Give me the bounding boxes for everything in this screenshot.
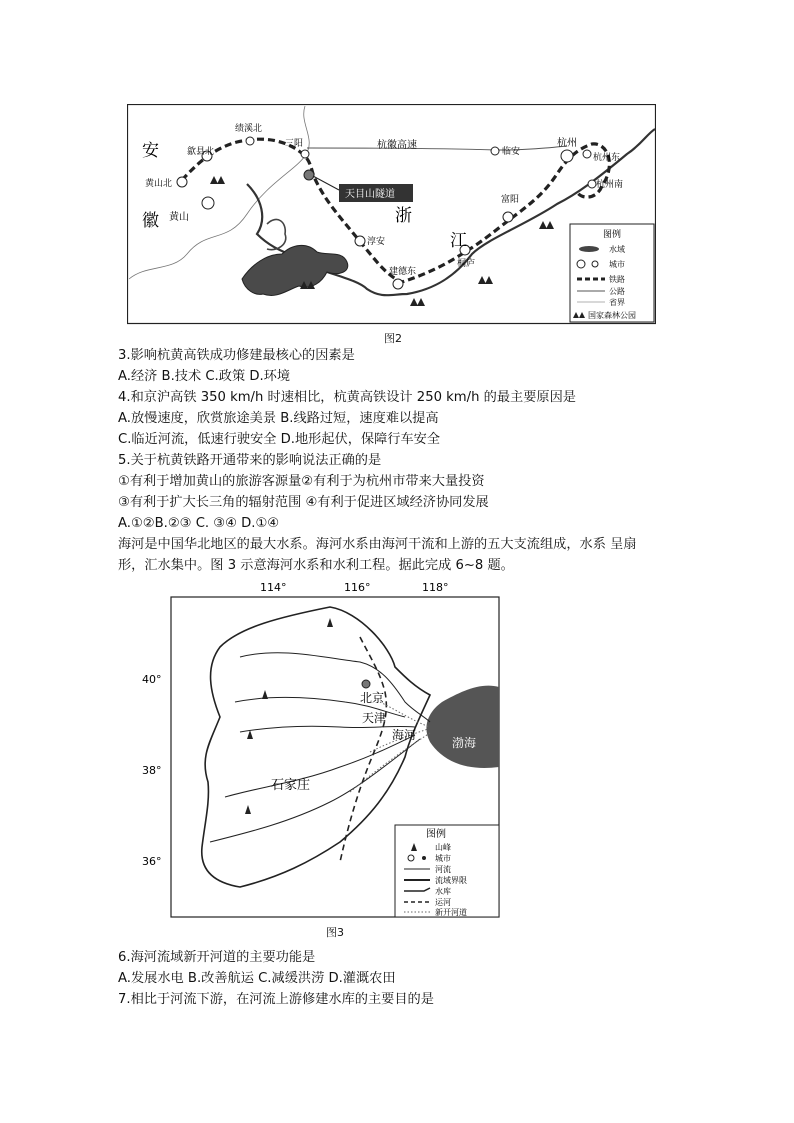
svg-text:公路: 公路	[609, 287, 625, 296]
figure-3-caption: 图3	[326, 926, 344, 939]
lat-tick-40: 40°	[142, 673, 162, 686]
question-5-statements-34: ③有利于扩大长三角的辐射范围 ④有利于促进区域经济协同发展	[118, 495, 489, 510]
fig2-label-hangzhoudong: 杭州东	[593, 153, 621, 163]
figure-2-caption: 图2	[384, 332, 402, 345]
fig3-label-shijiazhuang: 石家庄	[271, 778, 311, 793]
question-6-stem: 6.海河流域新开河道的主要功能是	[118, 950, 316, 965]
fig2-label-expressway: 杭徽高速	[377, 140, 417, 151]
svg-text:省界: 省界	[609, 298, 625, 307]
lat-tick-36: 36°	[142, 855, 162, 868]
lon-tick-114: 114°	[260, 581, 287, 594]
svg-text:图例: 图例	[426, 829, 446, 840]
svg-text:新开河道: 新开河道	[435, 908, 467, 917]
fig2-label-zhe: 浙	[395, 206, 412, 226]
question-5-options: A.①②B.②③ C. ③④ D.①④	[118, 516, 280, 531]
svg-text:流域界限: 流域界限	[435, 876, 467, 885]
fig2-label-hangzhounan: 杭州南	[596, 180, 624, 190]
svg-text:国家森林公园: 国家森林公园	[588, 311, 636, 320]
figure-3-map	[130, 577, 510, 922]
question-5-stem: 5.关于杭黄铁路开通带来的影响说法正确的是	[118, 453, 382, 468]
fig2-label-tunnel: 天目山隧道	[345, 189, 395, 200]
svg-text:图例: 图例	[603, 230, 622, 240]
lat-tick-38: 38°	[142, 764, 162, 777]
fig2-label-tonglu: 桐庐	[457, 259, 476, 269]
svg-text:城市: 城市	[609, 260, 625, 269]
fig2-label-an: 安	[142, 141, 159, 161]
question-3-stem: 3.影响杭黄高铁成功修建最核心的因素是	[118, 348, 355, 363]
fig3-label-tianjin: 天津	[362, 711, 387, 725]
lon-tick-116: 116°	[344, 581, 371, 594]
question-5-statements-12: ①有利于增加黄山的旅游客源量②有利于为杭州市带来大量投资	[118, 474, 485, 489]
svg-text:河流: 河流	[435, 865, 451, 874]
fig2-label-jixi: 绩溪北	[235, 124, 263, 134]
fig2-label-huangshanbei: 黄山北	[145, 179, 173, 189]
svg-text:铁路: 铁路	[609, 275, 625, 284]
question-4-stem: 4.和京沪高铁 350 km/h 时速相比，杭黄高铁设计 250 km/h 的最主要原因是	[118, 390, 576, 405]
svg-text:水库: 水库	[435, 887, 451, 896]
fig3-legend	[395, 825, 499, 917]
question-3-options: A.经济 B.技术 C.政策 D.环境	[118, 369, 291, 384]
lon-tick-118: 118°	[422, 581, 449, 594]
fig3-label-bohai: 渤海	[452, 736, 477, 750]
question-4-options-ab: A.放慢速度，欣赏旅途美景 B.线路过短，速度难以提高	[118, 411, 439, 426]
fig2-label-hangzhou: 杭州	[557, 138, 577, 149]
svg-text:运河: 运河	[435, 898, 451, 907]
fig3-label-beijing: 北京	[360, 691, 385, 705]
svg-text:水域: 水域	[609, 245, 625, 254]
question-6-options: A.发展水电 B.改善航运 C.减缓洪涝 D.灌溉农田	[118, 971, 396, 986]
fig2-label-hui: 徽	[142, 211, 159, 231]
question-4-options-cd: C.临近河流，低速行驶安全 D.地形起伏，保障行车安全	[118, 432, 441, 447]
fig3-label-haihe: 海河	[392, 728, 417, 742]
svg-text:城市: 城市	[435, 854, 451, 863]
fig2-label-shexian: 歙县北	[187, 147, 215, 157]
fig2-legend	[570, 224, 654, 322]
haihe-intro-line-2: 形，汇水集中。图 3 示意海河水系和水利工程。据此完成 6~8 题。	[118, 558, 514, 573]
fig2-label-chunan: 淳安	[367, 237, 386, 247]
svg-text:山峰: 山峰	[435, 843, 451, 852]
fig2-label-jiang: 江	[450, 231, 467, 251]
fig2-label-huangshan: 黄山	[169, 212, 189, 223]
fig2-label-fuyang: 富阳	[501, 195, 520, 205]
haihe-intro-line-1: 海河是中国华北地区的最大水系。海河水系由海河干流和上游的五大支流组成，水系 呈扇	[118, 537, 637, 552]
fig2-label-linan: 临安	[502, 147, 521, 157]
figure-2-map	[127, 104, 656, 326]
question-7-stem: 7.相比于河流下游，在河流上游修建水库的主要目的是	[118, 992, 434, 1007]
fig2-label-sanyang: 三阳	[285, 139, 304, 149]
fig2-label-jiandedong: 建德东	[389, 267, 417, 277]
